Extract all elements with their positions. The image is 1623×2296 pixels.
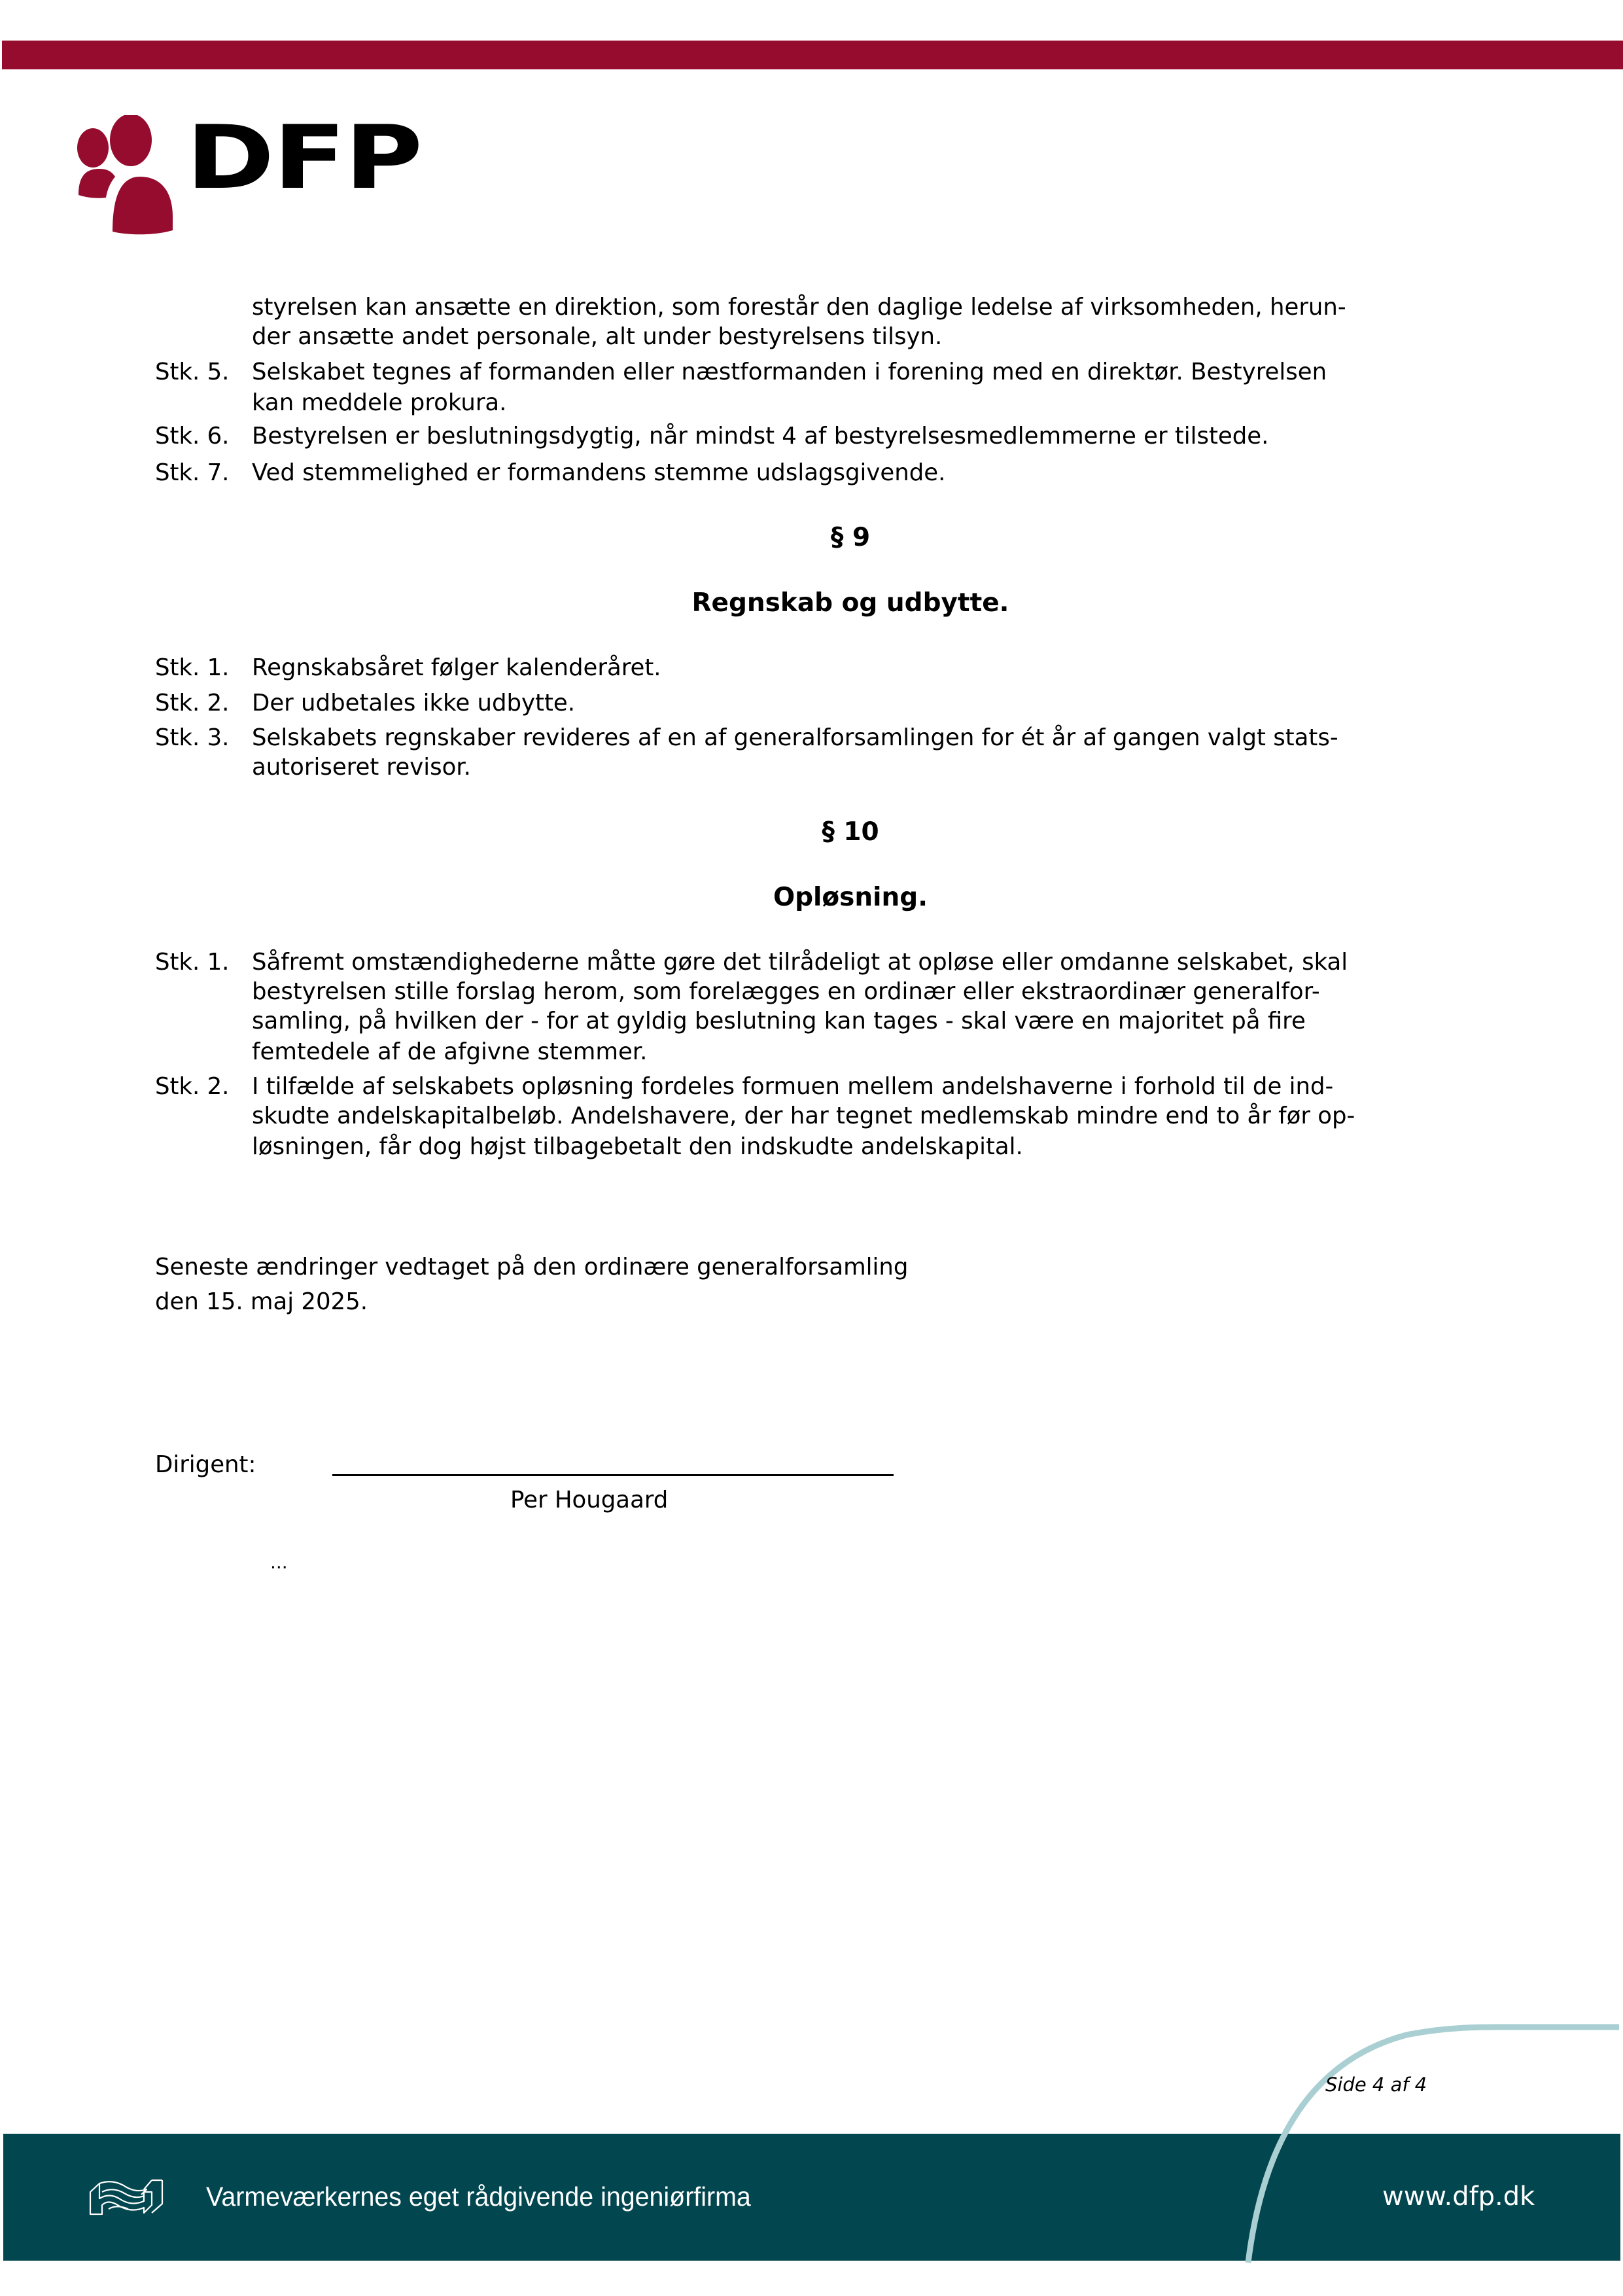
signature-name: Per Hougaard xyxy=(510,1487,669,1513)
page-number: Side 4 af 4 xyxy=(1325,2074,1427,2096)
ellipsis: ... xyxy=(270,1551,288,1573)
dfp-logo xyxy=(77,115,175,242)
paragraph-line: Såfremt omstændighederne måtte gøre det tilrådeligt at opløse eller omdanne selskabet, skal xyxy=(252,949,1348,976)
paragraph-label: Stk. 5. xyxy=(155,359,230,385)
paragraph-line: Selskabets regnskaber revideres af en af generalforsamlingen for ét år af gangen valgt stats- xyxy=(252,724,1338,751)
closing-line: den 15. maj 2025. xyxy=(155,1288,368,1315)
paragraph-label: Stk. 7. xyxy=(155,459,230,486)
signature-line xyxy=(332,1474,894,1476)
footer-website-link[interactable]: www.dfp.dk xyxy=(1382,2181,1535,2212)
closing-line: Seneste ændringer vedtaget på den ordinære generalforsamling xyxy=(155,1254,909,1280)
paragraph-line: løsningen, får dog højst tilbagebetalt den indskudte andelskapital. xyxy=(252,1133,1023,1160)
heat-exchange-arrows-icon xyxy=(89,2179,164,2218)
paragraph-line: femtedele af de afgivne stemmer. xyxy=(252,1038,648,1065)
logo-wordmark: DFP xyxy=(186,107,421,209)
section-title: Opløsning. xyxy=(773,883,928,912)
paragraph-line: skudte andelskapitalbeløb. Andelshavere, der har tegnet medlemskab mindre end to år før op- xyxy=(252,1103,1355,1129)
paragraph-line: I tilfælde af selskabets opløsning fordeles formuen mellem andelshaverne i forhold til de ind- xyxy=(252,1073,1334,1100)
section-number: § 9 xyxy=(830,523,871,552)
paragraph-line: kan meddele prokura. xyxy=(252,389,507,416)
paragraph-label: Stk. 6. xyxy=(155,423,230,450)
people-group-icon xyxy=(77,115,175,239)
paragraph-line: Regnskabsåret følger kalenderåret. xyxy=(252,654,661,681)
paragraph-line: Ved stemmelighed er formandens stemme udslagsgivende. xyxy=(252,459,946,486)
paragraph-line: bestyrelsen stille forslag herom, som forelægges en ordinær eller ekstraordinær generalfor- xyxy=(252,978,1320,1005)
continuation-line: styrelsen kan ansætte en direktion, som forestår den daglige ledelse af virksomheden, herun- xyxy=(252,294,1346,321)
paragraph-label: Stk. 1. xyxy=(155,654,230,681)
header-brand-bar xyxy=(2,41,1623,69)
paragraph-label: Stk. 3. xyxy=(155,724,230,751)
paragraph-line: Bestyrelsen er beslutningsdygtig, når mindst 4 af bestyrelsesmedlemmerne er tilstede. xyxy=(252,423,1269,450)
paragraph-label: Stk. 2. xyxy=(155,690,230,716)
paragraph-label: Stk. 2. xyxy=(155,1073,230,1100)
signature-label: Dirigent: xyxy=(155,1451,256,1478)
paragraph-line: Der udbetales ikke udbytte. xyxy=(252,690,576,716)
continuation-line: der ansætte andet personale, alt under bestyrelsens tilsyn. xyxy=(252,323,943,350)
paragraph-line: samling, på hvilken der - for at gyldig beslutning kan tages - skal være en majoritet på fire xyxy=(252,1008,1306,1034)
paragraph-line: autoriseret revisor. xyxy=(252,754,471,781)
footer-tagline: Varmeværkernes eget rådgivende ingeniørfirma xyxy=(206,2181,751,2212)
paragraph-label: Stk. 1. xyxy=(155,949,230,976)
paragraph-line: Selskabet tegnes af formanden eller næstformanden i forening med en direktør. Bestyrelsen xyxy=(252,359,1327,385)
section-number: § 10 xyxy=(822,817,879,847)
section-title: Regnskab og udbytte. xyxy=(691,588,1009,618)
